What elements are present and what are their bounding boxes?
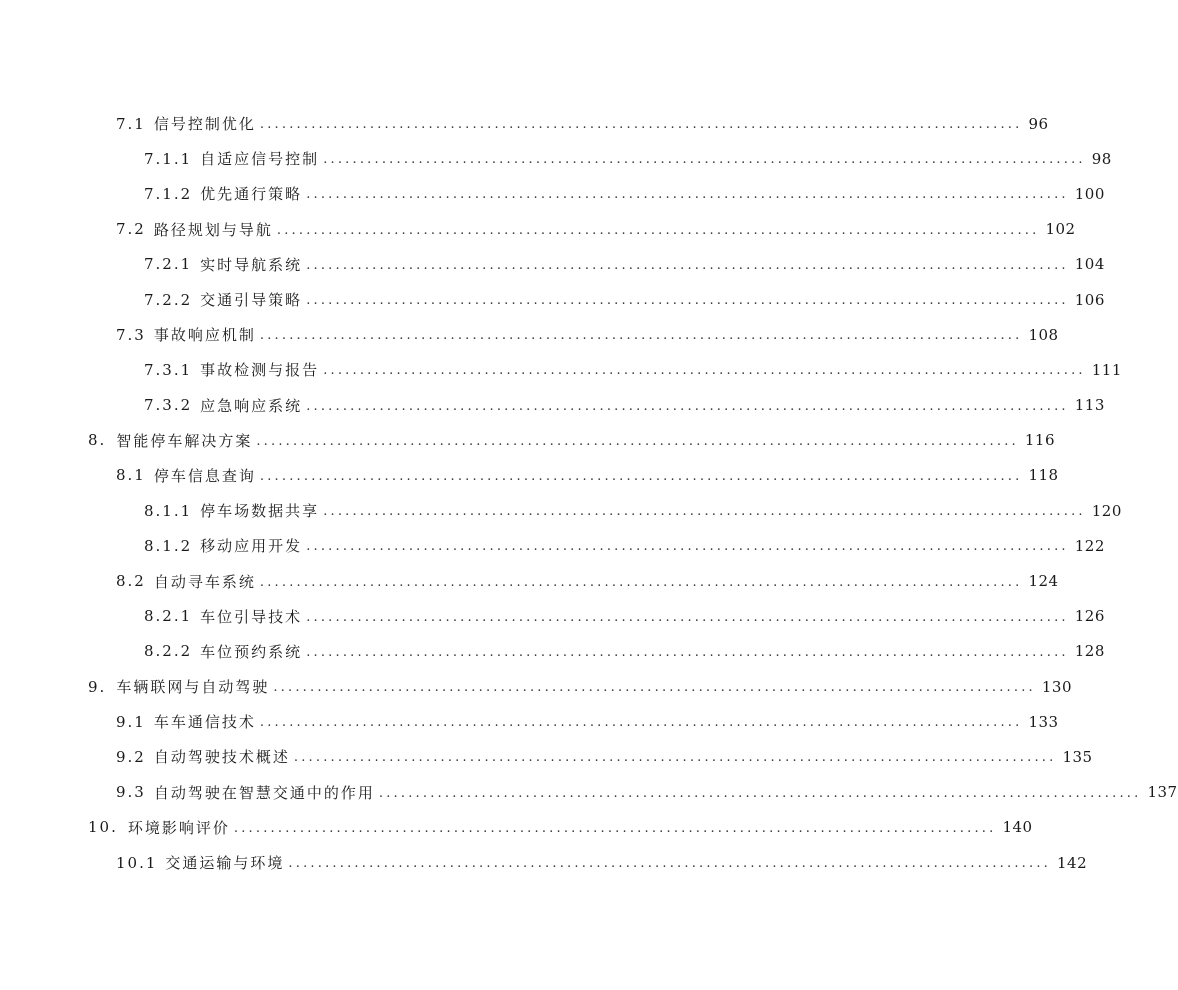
dot-leader: ........................................................................................................ [273, 680, 1036, 696]
toc-entry-page: 106 [1074, 290, 1105, 309]
toc-entry-number: 7.2 [116, 220, 146, 239]
toc-entry[interactable] [0, 845, 1088, 880]
dot-leader: ........................................................................................................ [323, 363, 1086, 379]
toc-entry-number: 9.2 [116, 747, 146, 766]
toc-entry[interactable] [0, 493, 1122, 528]
toc-entry-number: 8. [88, 431, 107, 450]
dot-leader: ........................................................................................................ [288, 856, 1051, 872]
toc-entry-number: 7.3.1 [144, 360, 193, 379]
toc-entry[interactable] [0, 106, 1049, 141]
toc-entry-number: 9.3 [116, 783, 146, 802]
toc-entry[interactable] [0, 141, 1112, 176]
toc-entry-title: 自动驾驶技术概述 [153, 748, 290, 767]
toc-entry-number: 8.2.1 [144, 607, 193, 626]
toc-entry[interactable] [0, 739, 1093, 774]
toc-entry-title: 自动寻车系统 [153, 572, 256, 591]
toc-entry[interactable] [0, 423, 1056, 458]
toc-entry-number: 10. [88, 818, 118, 837]
dot-leader: ........................................................................................................ [233, 820, 997, 836]
dot-leader: ........................................................................................................ [306, 293, 1069, 309]
toc-entry[interactable] [0, 528, 1105, 563]
dot-leader: ........................................................................................................ [259, 328, 1023, 344]
dot-leader: ........................................................................................................ [323, 152, 1086, 168]
toc-entry-number: 10.1 [116, 853, 158, 872]
dot-leader: ........................................................................................................ [256, 433, 1019, 449]
toc-entry[interactable] [0, 388, 1105, 423]
toc-entry-page: 126 [1074, 607, 1105, 626]
toc-entry-page: 118 [1028, 466, 1059, 485]
toc-entry-page: 100 [1074, 184, 1105, 203]
toc-entry-title: 自动驾驶在智慧交通中的作用 [153, 783, 375, 802]
dot-leader: ........................................................................................................ [259, 117, 1023, 133]
toc-entry-title: 移动应用开发 [200, 537, 303, 556]
toc-entry-page: 102 [1045, 220, 1076, 239]
toc-entry-number: 8.1.2 [144, 536, 193, 555]
dot-leader: ........................................................................................................ [259, 574, 1023, 590]
toc-entry[interactable] [0, 247, 1105, 282]
toc-entry-number: 7.3 [116, 325, 146, 344]
toc-entry-title: 车车通信技术 [153, 713, 256, 732]
toc-entry-number: 8.2 [116, 572, 146, 591]
toc-entry-page: 111 [1091, 360, 1122, 379]
toc-entry-title: 实时导航系统 [200, 255, 303, 274]
toc-entry-page: 128 [1074, 642, 1105, 661]
toc-entry-title: 停车信息查询 [153, 466, 256, 485]
toc-entry-page: 137 [1147, 783, 1178, 802]
toc-entry-number: 9. [88, 677, 107, 696]
toc-entry-number: 8.1.1 [144, 501, 193, 520]
toc-entry-number: 7.1.2 [144, 184, 193, 203]
toc-entry-page: 96 [1028, 114, 1049, 133]
toc-entry-page: 135 [1062, 747, 1093, 766]
toc-entry-number: 8.2.2 [144, 642, 193, 661]
toc-entry-title: 事故检测与报告 [200, 361, 320, 380]
toc-entry[interactable] [0, 704, 1059, 739]
toc-entry-number: 7.1.1 [144, 149, 193, 168]
toc-entry-title: 智能停车解决方案 [116, 431, 253, 450]
toc-entry-title: 车位预约系统 [200, 642, 303, 661]
toc-entry-title: 事故响应机制 [153, 326, 256, 345]
dot-leader: ........................................................................................................ [323, 504, 1086, 520]
toc-entry-number: 8.1 [116, 466, 146, 485]
dot-leader: ........................................................................................................ [306, 187, 1069, 203]
dot-leader: ........................................................................................................ [293, 750, 1057, 766]
toc-entry[interactable] [0, 775, 1178, 810]
toc-entry-title: 交通运输与环境 [165, 854, 285, 873]
toc-entry-number: 7.2.2 [144, 290, 193, 309]
dot-leader: ........................................................................................................ [306, 257, 1069, 273]
dot-leader: ........................................................................................................ [276, 222, 1040, 238]
toc-entry-title: 车辆联网与自动驾驶 [116, 678, 270, 697]
toc-entry-page: 130 [1041, 677, 1073, 696]
toc-entry-title: 停车场数据共享 [200, 502, 320, 521]
toc-entry-title: 信号控制优化 [153, 115, 256, 134]
table-of-contents [0, 106, 1178, 880]
toc-entry-number: 7.1 [116, 114, 146, 133]
dot-leader: ........................................................................................................ [259, 715, 1023, 731]
toc-entry-page: 120 [1091, 501, 1122, 520]
toc-entry-page: 113 [1074, 396, 1105, 415]
toc-entry-title: 环境影响评价 [127, 818, 230, 837]
toc-entry[interactable] [0, 458, 1059, 493]
toc-entry[interactable] [0, 810, 1033, 845]
toc-entry-page: 108 [1028, 325, 1059, 344]
toc-entry-title: 自适应信号控制 [200, 150, 320, 169]
toc-entry-number: 7.3.2 [144, 396, 193, 415]
toc-entry-page: 124 [1028, 572, 1059, 591]
toc-entry-page: 116 [1024, 431, 1056, 450]
toc-entry-number: 9.1 [116, 712, 146, 731]
toc-entry[interactable] [0, 176, 1105, 211]
toc-entry[interactable] [0, 599, 1105, 634]
toc-entry-page: 98 [1091, 149, 1112, 168]
dot-leader: ........................................................................................................ [306, 609, 1069, 625]
toc-entry-page: 142 [1056, 853, 1088, 872]
toc-entry-title: 交通引导策略 [200, 291, 303, 310]
toc-entry-title: 路径规划与导航 [153, 220, 273, 239]
toc-entry[interactable] [0, 669, 1073, 704]
toc-entry[interactable] [0, 563, 1059, 598]
toc-entry-page: 104 [1074, 255, 1105, 274]
toc-entry-page: 122 [1074, 536, 1105, 555]
toc-entry[interactable] [0, 352, 1122, 387]
toc-entry[interactable] [0, 212, 1076, 247]
dot-leader: ........................................................................................................ [306, 398, 1069, 414]
dot-leader: ........................................................................................................ [306, 539, 1069, 555]
toc-entry-page: 133 [1028, 712, 1059, 731]
toc-entry-number: 7.2.1 [144, 255, 193, 274]
dot-leader: ........................................................................................................ [306, 644, 1069, 660]
toc-entry[interactable] [0, 282, 1105, 317]
dot-leader: ........................................................................................................ [259, 468, 1023, 484]
toc-entry-title: 应急响应系统 [200, 396, 303, 415]
toc-entry[interactable] [0, 634, 1105, 669]
dot-leader: ........................................................................................................ [378, 785, 1142, 801]
toc-entry-title: 车位引导技术 [200, 607, 303, 626]
toc-entry-page: 140 [1002, 818, 1033, 837]
toc-entry-title: 优先通行策略 [200, 185, 303, 204]
toc-entry[interactable] [0, 317, 1059, 352]
